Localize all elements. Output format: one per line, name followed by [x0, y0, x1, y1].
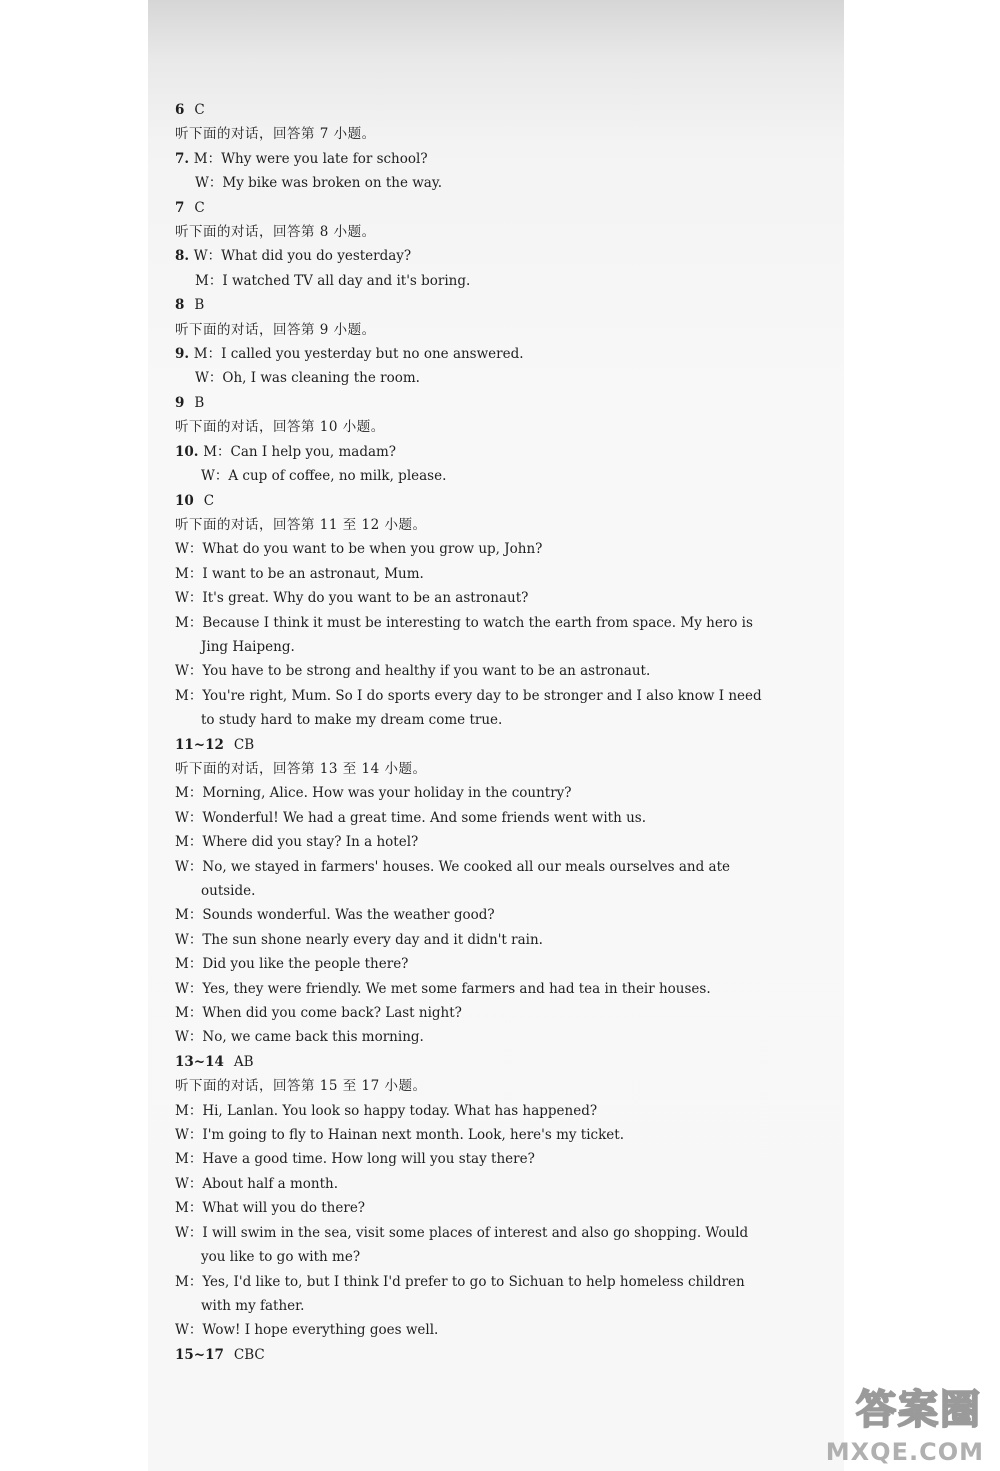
question-line [175, 147, 775, 171]
instruction-line: 听下面的对话，回答第 8 小题。 [175, 224, 376, 241]
dialogue-line: M：I watched TV all day and it's boring. [195, 272, 471, 289]
answer-number: 15~17 [175, 1346, 224, 1363]
instruction-line: 听下面的对话，回答第 10 小题。 [175, 419, 385, 436]
answer-line [175, 489, 775, 513]
dialogue-line: W：What do you want to be when you grow up, John? [175, 541, 543, 558]
dialogue-line: M：Have a good time. How long will you stay there? [175, 1151, 535, 1168]
dialogue-line: M：Yes, I'd like to, but I think I'd prefer to go to Sichuan to help homeless children with my father. [175, 1273, 745, 1314]
dialogue-line: W：I'm going to fly to Hainan next month. Look, here's my ticket. [175, 1127, 624, 1144]
answer-value: C [203, 492, 215, 509]
dialogue-line: M：Where did you stay? In a hotel? [175, 834, 419, 851]
dialogue-line: M：When did you come back? Last night? [175, 1005, 462, 1022]
question-line [175, 440, 775, 464]
answer-number: 10 [175, 492, 194, 509]
dialogue-line: W：A cup of coffee, no milk, please. [201, 468, 447, 485]
answer-value: CBC [233, 1346, 265, 1363]
dialogue-line: W：No, we stayed in farmers' houses. We cooked all our meals ourselves and ate outside. [175, 858, 730, 899]
answer-line [175, 1050, 775, 1074]
answer-value: C [194, 199, 205, 216]
answer-number: 8 [175, 297, 185, 314]
watermark-url: MXQE.COM [825, 1438, 984, 1466]
dialogue-line: W：I will swim in the sea, visit some places of interest and also go shopping. Would you like to go with me? [175, 1224, 749, 1266]
question-number: 10. [175, 443, 204, 460]
answer-number: 6 [175, 102, 185, 118]
dialogue-line: W：About half a month. [175, 1175, 339, 1192]
answer-line [175, 196, 775, 220]
question-number: 9. [175, 346, 194, 363]
dialogue-line: M：Because I think it must be interesting to watch the earth from space. My hero is Jing Haipeng. [175, 614, 753, 655]
question-number: 8. [175, 248, 194, 265]
answer-line [175, 733, 775, 757]
answer-number: 11~12 [175, 736, 224, 753]
instruction-line: 听下面的对话，回答第 9 小题。 [175, 321, 376, 338]
answer-value: B [194, 297, 205, 314]
dialogue-line: W：My bike was broken on the way. [195, 175, 442, 192]
dialogue-text: M：Why were you late for school? [193, 150, 428, 167]
dialogue-line: M：You're right, Mum. So I do sports every day to be stronger and I also know I need to study hard to make my dream come true. [175, 687, 762, 729]
dialogue-line: M：I want to be an astronaut, Mum. [175, 565, 424, 582]
dialogue-line: W：Wonderful! We had a great time. And some friends went with us. [175, 809, 646, 826]
dialogue-line: W：No, we came back this morning. [175, 1029, 424, 1046]
dialogue-line: M：Did you like the people there? [175, 956, 409, 973]
watermark-logo: 答案圈 [856, 1387, 982, 1433]
dialogue-line: W：Wow! I hope everything goes well. [175, 1322, 439, 1339]
question-number: 7. [175, 150, 194, 167]
page-content [175, 98, 775, 1367]
answer-value: AB [233, 1053, 254, 1070]
dialogue-line: M：Sounds wonderful. Was the weather good? [175, 907, 495, 924]
answer-number: 7 [175, 199, 185, 216]
dialogue-text: M：I called you yesterday but no one answered. [193, 346, 524, 363]
answer-line [175, 293, 775, 317]
instruction-line: 听下面的对话，回答第 11 至 12 小题。 [175, 516, 427, 533]
answer-number: 13~14 [175, 1053, 224, 1070]
dialogue-line: W：Oh, I was cleaning the room. [195, 370, 420, 387]
dialogue-line: M：What will you do there? [175, 1200, 366, 1217]
answer-value: C [194, 102, 205, 118]
dialogue-line: W：Yes, they were friendly. We met some farmers and had tea in their houses. [175, 980, 711, 997]
watermark [825, 1378, 992, 1468]
answer-value: B [194, 394, 205, 411]
answer-line [175, 98, 775, 122]
dialogue-text: M：Can I help you, madam? [203, 443, 397, 460]
dialogue-line: W：It's great. Why do you want to be an astronaut? [175, 590, 529, 607]
dialogue-line: W：You have to be strong and healthy if you want to be an astronaut. [175, 663, 651, 680]
dialogue-line: M：Hi, Lanlan. You look so happy today. What has happened? [175, 1102, 598, 1119]
question-line [175, 244, 775, 268]
dialogue-line: W：The sun shone nearly every day and it didn't rain. [175, 931, 543, 948]
answer-value: CB [233, 736, 255, 753]
answer-line [175, 1343, 775, 1367]
instruction-line: 听下面的对话，回答第 13 至 14 小题。 [175, 760, 427, 777]
answer-number: 9 [175, 394, 185, 411]
instruction-line: 听下面的对话，回答第 7 小题。 [175, 126, 376, 143]
question-line [175, 342, 775, 366]
dialogue-line: M：Morning, Alice. How was your holiday in the country? [175, 785, 572, 802]
answer-line [175, 391, 775, 415]
dialogue-text: W：What did you do yesterday? [193, 248, 412, 265]
instruction-line: 听下面的对话，回答第 15 至 17 小题。 [175, 1078, 427, 1095]
